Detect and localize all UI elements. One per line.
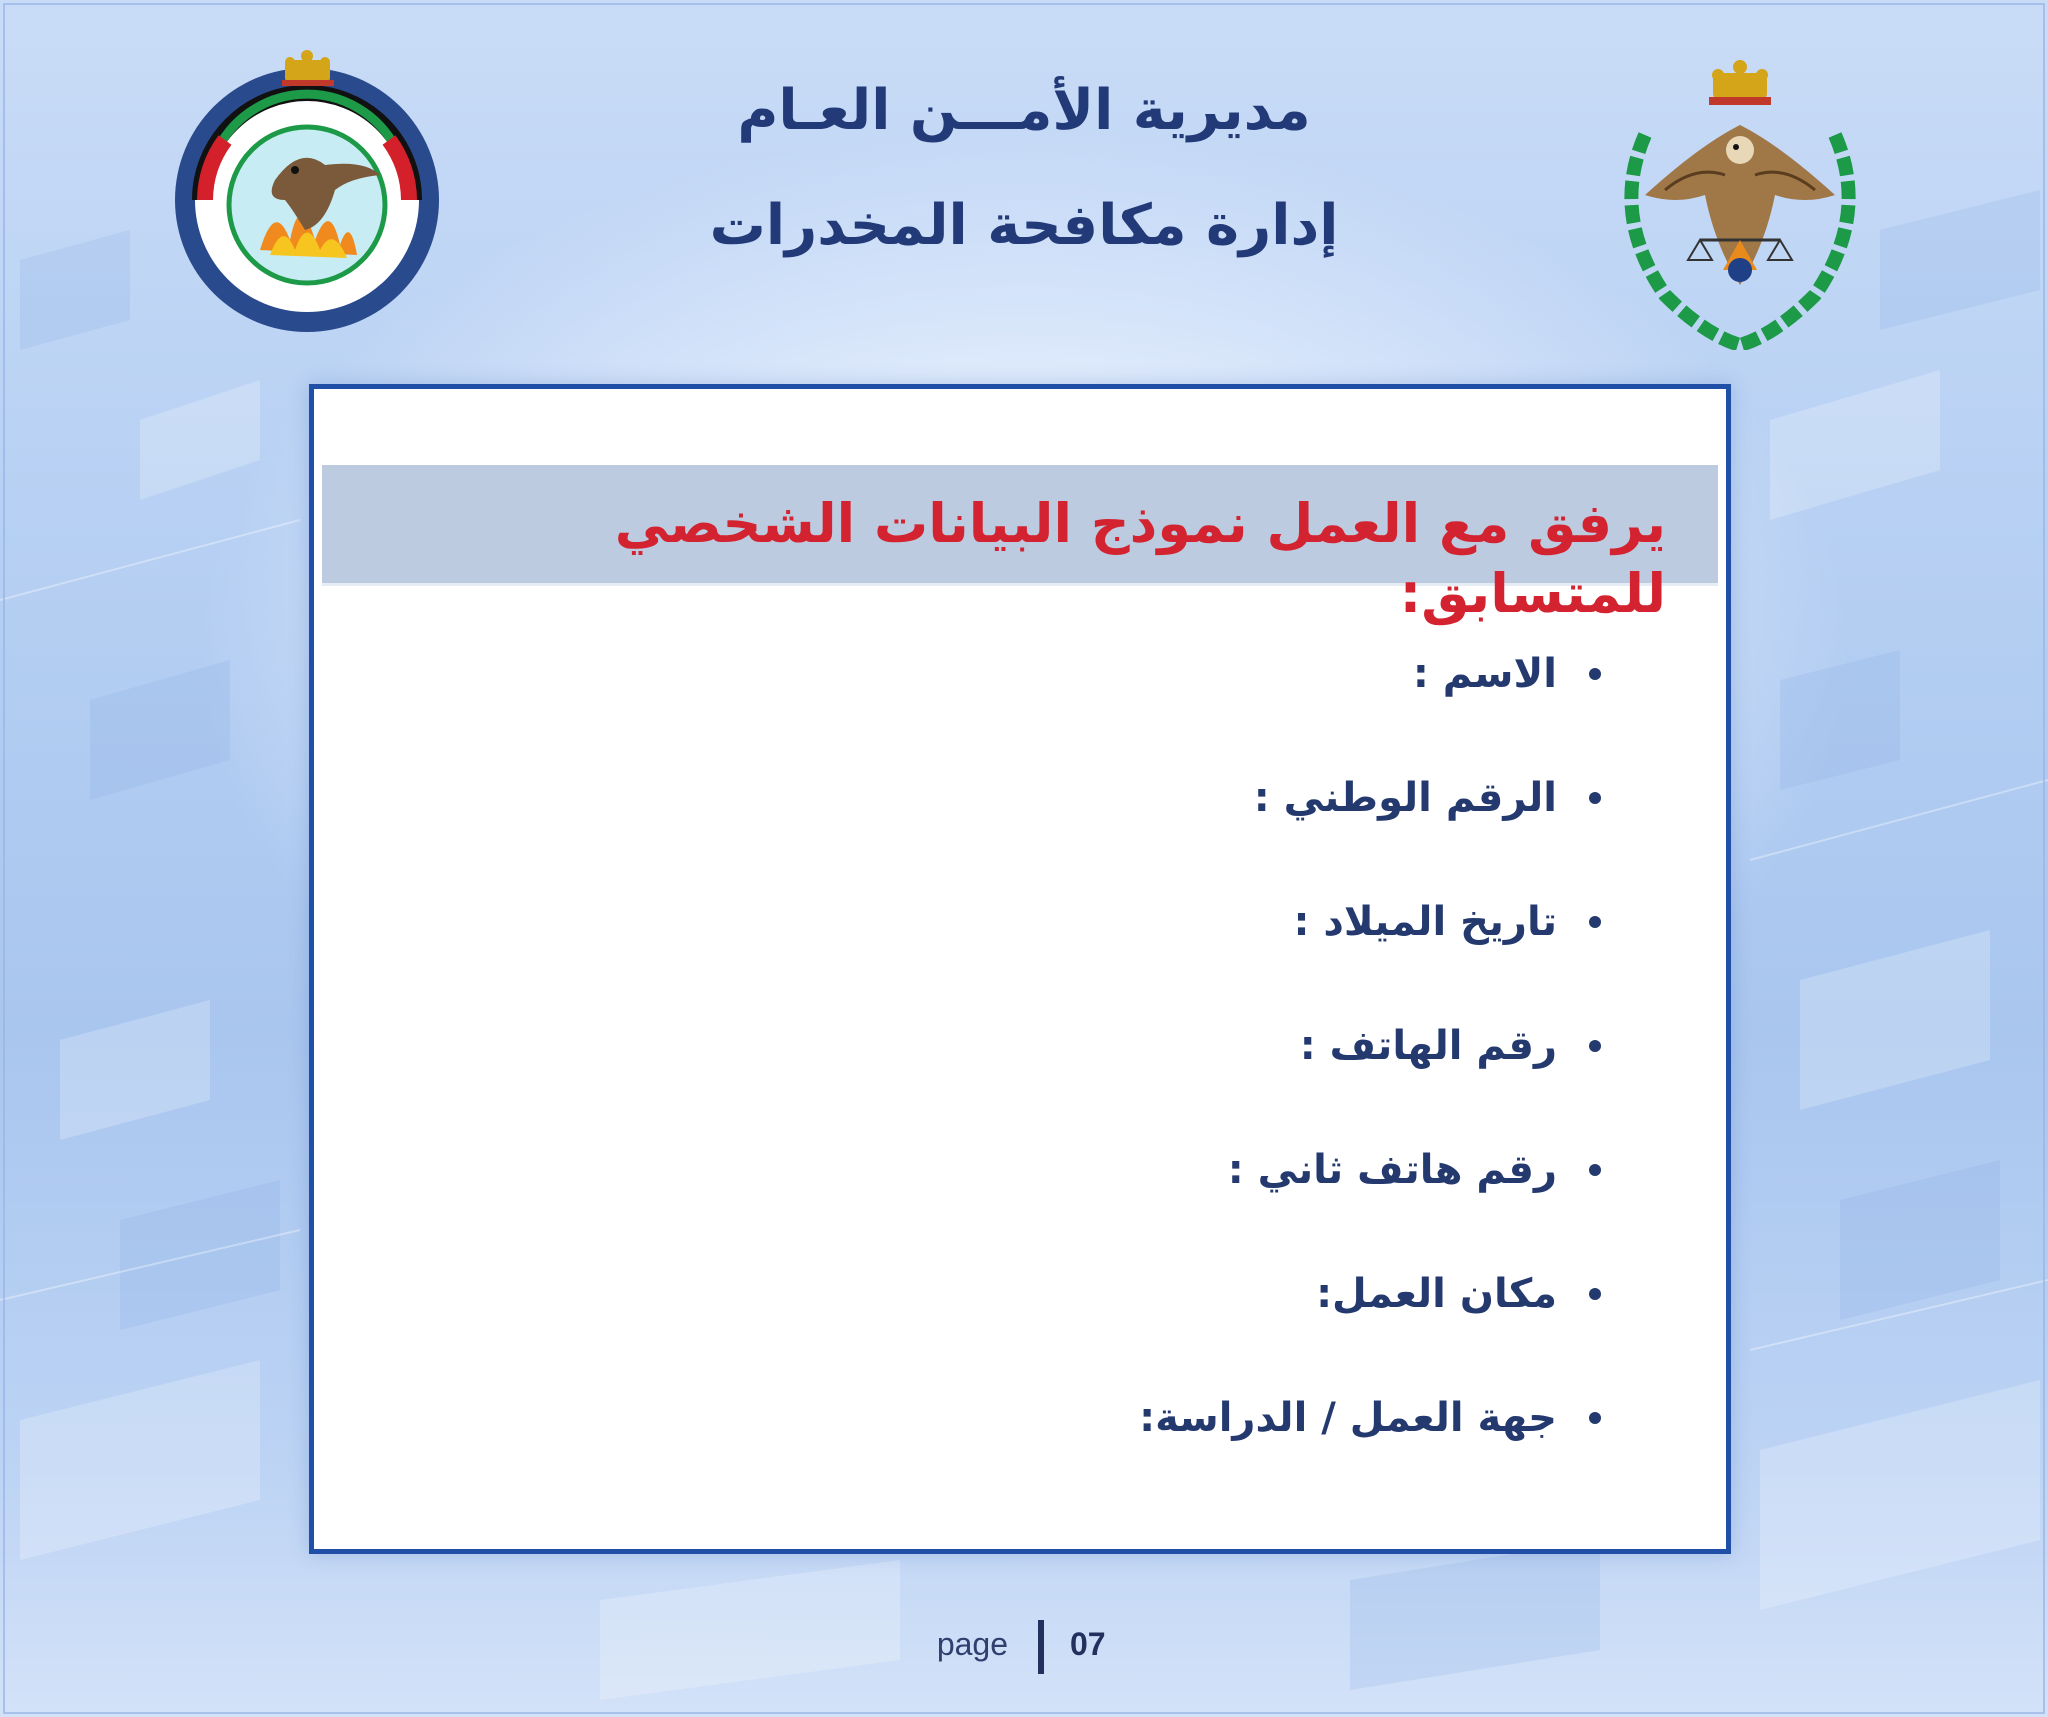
field-employer-study: جهة العمل / الدراسة: — [601, 1388, 1601, 1512]
field-list — [601, 644, 1601, 1512]
field-name: الاسم : — [601, 644, 1601, 768]
field-workplace: مكان العمل: — [601, 1264, 1601, 1388]
page-number: 07 — [1070, 1626, 1106, 1662]
page-separator — [1038, 1620, 1044, 1674]
page-label: page — [936, 1626, 1008, 1662]
directorate-title: مديرية الأمـــن العـام — [737, 78, 1311, 143]
department-title: إدارة مكافحة المخدرات — [709, 193, 1339, 258]
field-phone: رقم الهاتف : — [601, 1016, 1601, 1140]
field-national-id: الرقم الوطني : — [601, 768, 1601, 892]
page-footer — [900, 1620, 1150, 1680]
form-heading: يرفق مع العمل نموذج البيانات الشخصي للمتسابق: — [614, 492, 1666, 625]
anti-narcotics-emblem-icon — [165, 50, 450, 335]
form-panel — [309, 384, 1731, 1554]
field-birth-date: تاريخ الميلاد : — [601, 892, 1601, 1016]
public-security-emblem-icon — [1605, 55, 1875, 350]
field-second-phone: رقم هاتف ثاني : — [601, 1140, 1601, 1264]
